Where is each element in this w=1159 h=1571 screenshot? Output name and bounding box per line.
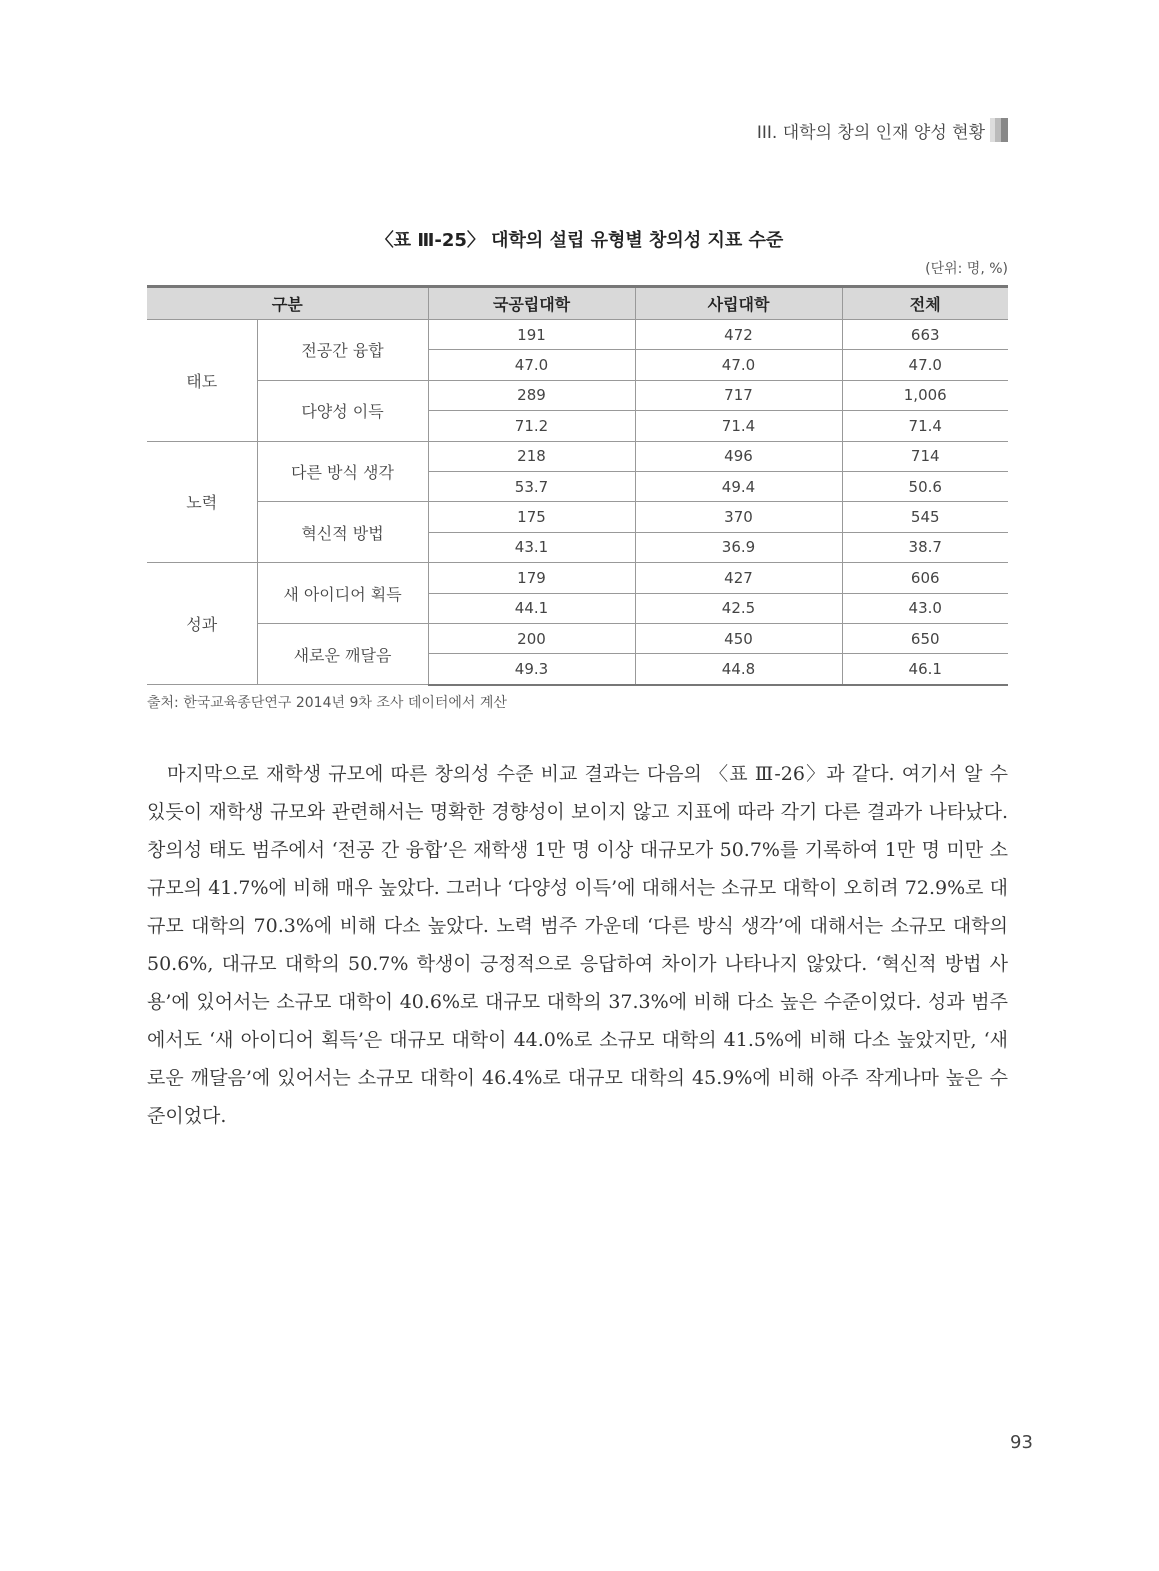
percent-cell: 50.6 bbox=[842, 471, 1008, 501]
count-cell: 663 bbox=[842, 320, 1008, 350]
indicator-cell: 다른 방식 생각 bbox=[257, 441, 428, 502]
count-cell: 370 bbox=[635, 502, 842, 532]
indicator-cell: 새로운 깨달음 bbox=[257, 623, 428, 684]
table-row bbox=[147, 563, 1008, 593]
indicator-cell: 새 아이디어 획득 bbox=[257, 563, 428, 624]
count-cell: 175 bbox=[428, 502, 635, 532]
category-cell: 태도 bbox=[147, 320, 257, 442]
percent-cell: 46.1 bbox=[842, 654, 1008, 685]
table-row bbox=[147, 502, 1008, 532]
percent-cell: 49.4 bbox=[635, 471, 842, 501]
count-cell: 472 bbox=[635, 320, 842, 350]
count-cell: 450 bbox=[635, 623, 842, 653]
column-header: 전체 bbox=[842, 287, 1008, 320]
percent-cell: 49.3 bbox=[428, 654, 635, 685]
indicator-cell: 다양성 이득 bbox=[257, 380, 428, 441]
header-decoration-bar bbox=[990, 118, 1008, 142]
table-row bbox=[147, 320, 1008, 350]
count-cell: 200 bbox=[428, 623, 635, 653]
percent-cell: 42.5 bbox=[635, 593, 842, 623]
percent-cell: 71.2 bbox=[428, 411, 635, 441]
percent-cell: 36.9 bbox=[635, 532, 842, 562]
table-unit: (단위: 명, %) bbox=[925, 261, 1008, 277]
percent-cell: 44.1 bbox=[428, 593, 635, 623]
column-header: 국공립대학 bbox=[428, 287, 635, 320]
table-row bbox=[147, 441, 1008, 471]
count-cell: 650 bbox=[842, 623, 1008, 653]
count-cell: 427 bbox=[635, 563, 842, 593]
indicator-cell: 전공간 융합 bbox=[257, 320, 428, 381]
data-table bbox=[147, 285, 1008, 686]
count-cell: 717 bbox=[635, 380, 842, 410]
percent-cell: 47.0 bbox=[842, 350, 1008, 380]
table-row bbox=[147, 380, 1008, 410]
page-number: 93 bbox=[1010, 1432, 1033, 1453]
count-cell: 1,006 bbox=[842, 380, 1008, 410]
running-header: III. 대학의 창의 인재 양성 현황 bbox=[756, 123, 985, 143]
category-cell: 노력 bbox=[147, 441, 257, 563]
column-header: 구분 bbox=[147, 287, 428, 320]
percent-cell: 71.4 bbox=[635, 411, 842, 441]
percent-cell: 38.7 bbox=[842, 532, 1008, 562]
count-cell: 606 bbox=[842, 563, 1008, 593]
count-cell: 218 bbox=[428, 441, 635, 471]
percent-cell: 53.7 bbox=[428, 471, 635, 501]
column-header: 사립대학 bbox=[635, 287, 842, 320]
percent-cell: 43.0 bbox=[842, 593, 1008, 623]
table-row bbox=[147, 623, 1008, 653]
category-cell: 성과 bbox=[147, 563, 257, 685]
percent-cell: 43.1 bbox=[428, 532, 635, 562]
percent-cell: 47.0 bbox=[635, 350, 842, 380]
table-header-row bbox=[147, 287, 1008, 320]
count-cell: 496 bbox=[635, 441, 842, 471]
percent-cell: 47.0 bbox=[428, 350, 635, 380]
percent-cell: 44.8 bbox=[635, 654, 842, 685]
count-cell: 289 bbox=[428, 380, 635, 410]
percent-cell: 71.4 bbox=[842, 411, 1008, 441]
count-cell: 714 bbox=[842, 441, 1008, 471]
count-cell: 545 bbox=[842, 502, 1008, 532]
table-caption: 〈표 Ⅲ-25〉 대학의 설립 유형별 창의성 지표 수준 bbox=[375, 230, 784, 251]
body-paragraph: 마지막으로 재학생 규모에 따른 창의성 수준 비교 결과는 다음의 〈표 Ⅲ-26〉과 같다. 여기서 알 수 있듯이 재학생 규모와 관련해서는 명확한 경향성이 보이지 않고 지표에 따라 각기 다른 결과가 나타났다. 창의성 태도 범주에서 ‘전공 간 융합’은 재학생 1만 명 이상 대규모가 50.7%를 기록하여 1만 명 미만 소규모의 41.7%에 비해 매우 높았다. 그러나 ‘다양성 이득’에 대해서는 소규모 대학이 오히려 72.9%로 대규모 대학의 70.3%에 비해 다소 높았다. 노력 범주 가운데 ‘다른 방식 생각’에 대해서는 소규모 대학의 50.6%, 대규모 대학의 50.7% 학생이 긍정적으로 응답하여 차이가 나타나지 않았다. ‘혁신적 방법 사용’에 있어서는 소규모 대학이 40.6%로 대규모 대학의 37.3%에 비해 다소 높은 수준이었다. 성과 범주에서도 ‘새 아이디어 획득’은 대규모 대학이 44.0%로 소규모 대학의 41.5%에 비해 다소 높았지만, ‘새로운 깨달음’에 있어서는 소규모 대학이 46.4%로 대규모 대학의 45.9%에 비해 아주 작게나마 높은 수준이었다. bbox=[147, 763, 1008, 1127]
table-source: 출처: 한국교육종단연구 2014년 9차 조사 데이터에서 계산 bbox=[147, 695, 507, 711]
count-cell: 179 bbox=[428, 563, 635, 593]
count-cell: 191 bbox=[428, 320, 635, 350]
indicator-cell: 혁신적 방법 bbox=[257, 502, 428, 563]
